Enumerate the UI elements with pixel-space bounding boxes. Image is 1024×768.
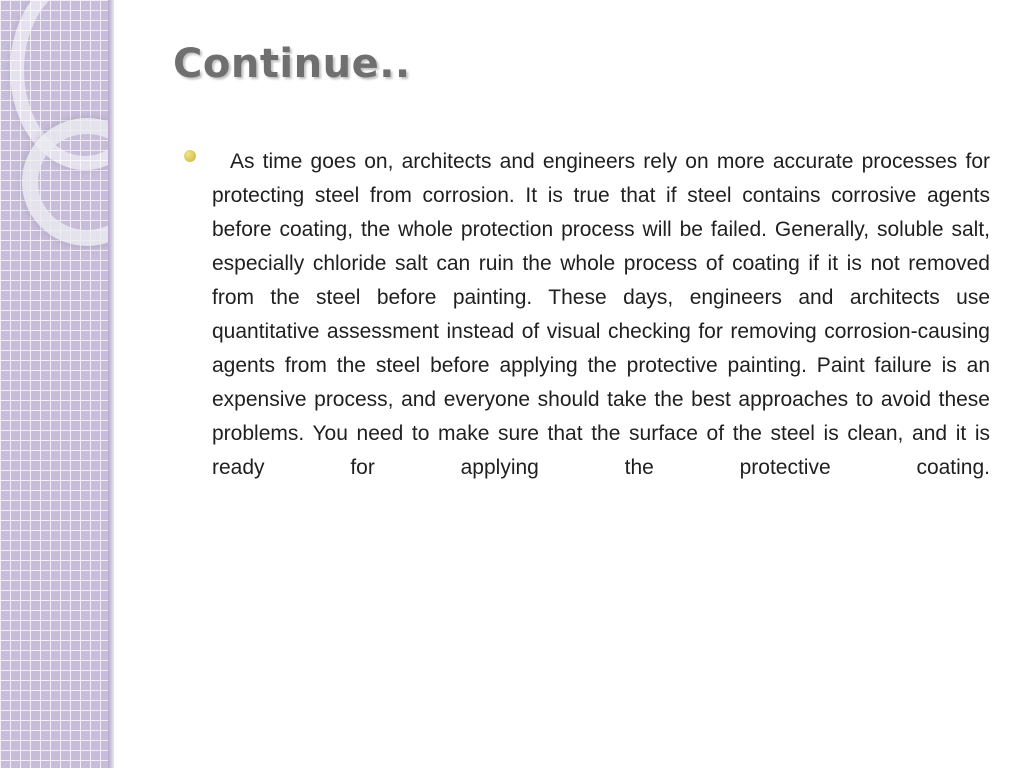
bullet-icon [184,150,196,162]
sidebar-edge [108,0,114,768]
slide-body-text: As time goes on, architects and engineers rely on more accurate processes for protecting steel from corrosion. It is true that if steel contains corrosive agents before coating, the whole protection process will be failed. Generally, soluble salt, especially chloride salt can ruin the whole process of coating if it is not removed from the steel before painting. These days, engineers and architects use quantitative assessment instead of visual checking for removing corrosion-causing agents from the steel before applying the protective painting. Paint failure is an expensive process, and everyone should take the best approaches to avoid these problems. You need to make sure that the surface of the steel is clean, and it is ready for applying the protective coating. [212,150,990,479]
slide-title: Continue.. [173,41,411,87]
decorative-grid-sidebar [0,0,108,768]
